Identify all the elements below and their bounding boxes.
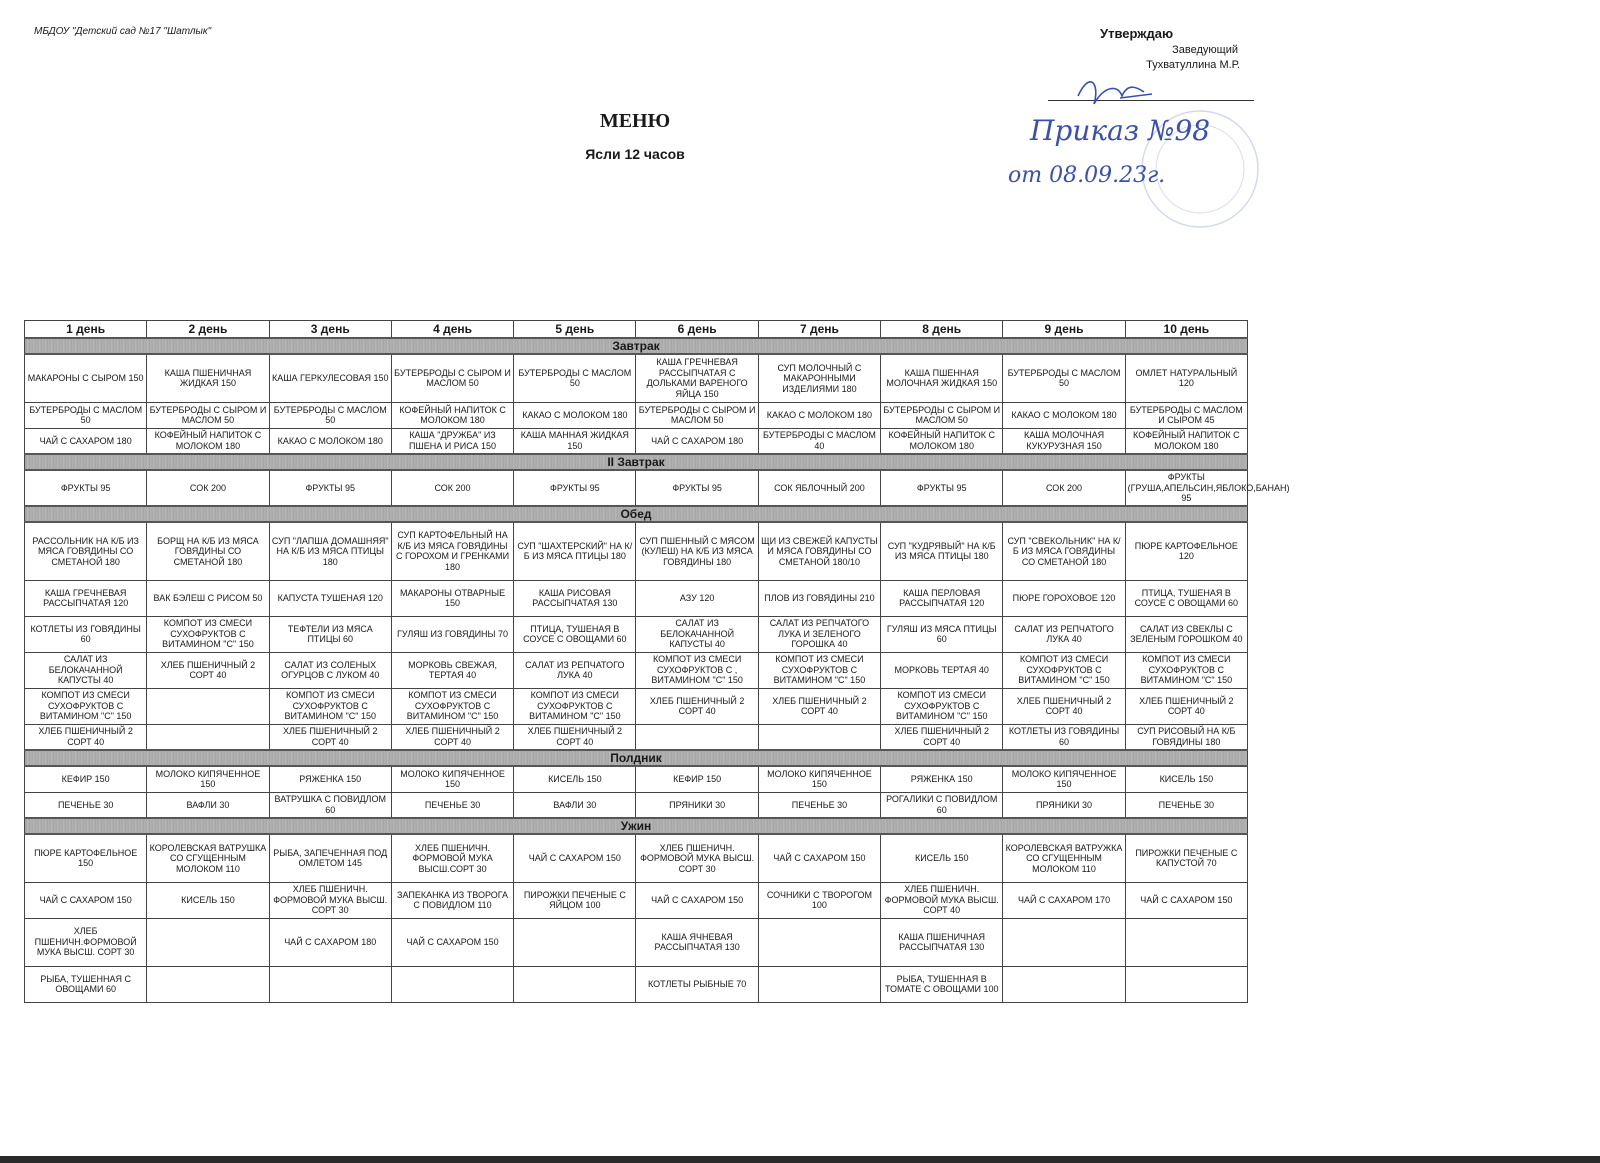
dish-cell: СОК 200 [391,470,513,506]
dish-cell: ФРУКТЫ (ГРУША,АПЕЛЬСИН,ЯБЛОКО,БАНАН) 95 [1125,470,1247,506]
dish-cell: БУТЕРБРОДЫ С МАСЛОМ И СЫРОМ 45 [1125,402,1247,428]
dish-cell: РЯЖЕНКА 150 [269,766,391,792]
dish-cell: ФРУКТЫ 95 [881,470,1003,506]
dish-cell: ХЛЕБ ПШЕНИЧН. ФОРМОВОЙ МУКА ВЫСШ. СОРТ 40 [881,882,1003,918]
dish-cell: ХЛЕБ ПШЕНИЧН. ФОРМОВОЙ МУКА ВЫСШ. СОРТ 30 [636,834,758,882]
dish-cell: КОФЕЙНЫЙ НАПИТОК С МОЛОКОМ 180 [881,428,1003,454]
day-header: 7 день [758,321,880,339]
dish-cell: ЧАЙ С САХАРОМ 180 [269,918,391,966]
day-header: 8 день [881,321,1003,339]
dish-cell: МОЛОКО КИПЯЧЕННОЕ 150 [147,766,269,792]
dish-cell: ОМЛЕТ НАТУРАЛЬНЫЙ 120 [1125,354,1247,402]
dish-cell [514,966,636,1002]
dish-cell: РАССОЛЬНИК НА К/Б ИЗ МЯСА ГОВЯДИНЫ СО СМЕТАНОЙ 180 [25,522,147,580]
dish-cell: КОМПОТ ИЗ СМЕСИ СУХОФРУКТОВ С ВИТАМИНОМ "С" 150 [1003,652,1125,688]
dish-cell: ХЛЕБ ПШЕНИЧНЫЙ 2 СОРТ 40 [758,688,880,724]
handwritten-date: от 08.09.23г. [1008,163,1166,188]
dish-cell: ЧАЙ С САХАРОМ 180 [25,428,147,454]
dish-cell: КИСЕЛЬ 150 [514,766,636,792]
dish-cell: РЯЖЕНКА 150 [881,766,1003,792]
approval-block [1100,26,1260,73]
dish-cell: САЛАТ ИЗ РЕПЧАТОГО ЛУКА И ЗЕЛЕНОГО ГОРОШКА 40 [758,616,880,652]
dish-cell: ФРУКТЫ 95 [269,470,391,506]
menu-body [25,338,1290,1002]
dish-cell: КОФЕЙНЫЙ НАПИТОК С МОЛОКОМ 180 [391,402,513,428]
dish-cell [147,966,269,1002]
dish-row [25,580,1248,616]
dish-row [25,966,1248,1002]
dish-cell: ПЮРЕ ГОРОХОВОЕ 120 [1003,580,1125,616]
dish-cell: БУТЕРБРОДЫ С МАСЛОМ 40 [758,428,880,454]
dish-cell: ПЕЧЕНЬЕ 30 [758,792,880,818]
dish-row [25,724,1248,750]
dish-cell [1125,966,1247,1002]
dish-cell: ХЛЕБ ПШЕНИЧНЫЙ 2 СОРТ 40 [25,724,147,750]
dish-cell: ГУЛЯШ ИЗ МЯСА ПТИЦЫ 60 [881,616,1003,652]
dish-cell: КАПУСТА ТУШЕНАЯ 120 [269,580,391,616]
dish-cell: КАША ЯЧНЕВАЯ РАССЫПЧАТАЯ 130 [636,918,758,966]
dish-cell [1003,966,1125,1002]
dish-cell: КАША ПШЕННАЯ МОЛОЧНАЯ ЖИДКАЯ 150 [881,354,1003,402]
document-subtitle: Ясли 12 часов [585,146,685,162]
dish-cell: ХЛЕБ ПШЕНИЧНЫЙ 2 СОРТ 40 [269,724,391,750]
dish-cell: ВАТРУШКА С ПОВИДЛОМ 60 [269,792,391,818]
dish-cell: САЛАТ ИЗ РЕПЧАТОГО ЛУКА 40 [514,652,636,688]
dish-cell: КАКАО С МОЛОКОМ 180 [758,402,880,428]
dish-cell [147,724,269,750]
dish-cell: ЧАЙ С САХАРОМ 170 [1003,882,1125,918]
dish-cell: СУП "ЛАПША ДОМАШНЯЯ" НА К/Б ИЗ МЯСА ПТИЦЫ 180 [269,522,391,580]
dish-cell: КОФЕЙНЫЙ НАПИТОК С МОЛОКОМ 180 [1125,428,1247,454]
dish-cell: БУТЕРБРОДЫ С СЫРОМ И МАСЛОМ 50 [147,402,269,428]
dish-cell: ПЛОВ ИЗ ГОВЯДИНЫ 210 [758,580,880,616]
dish-cell: СУП КАРТОФЕЛЬНЫЙ НА К/Б ИЗ МЯСА ГОВЯДИНЫ С ГОРОХОМ И ГРЕНКАМИ 180 [391,522,513,580]
dish-cell [636,724,758,750]
dish-row [25,616,1248,652]
day-header: 2 день [147,321,269,339]
dish-row [25,470,1248,506]
dish-cell: КАША ГРЕЧНЕВАЯ РАССЫПЧАТАЯ 120 [25,580,147,616]
dish-row [25,402,1248,428]
dish-cell: ФРУКТЫ 95 [636,470,758,506]
section-title: II Завтрак [25,454,1248,470]
menu-table [24,320,1290,1003]
day-header: 10 день [1125,321,1247,339]
dish-row [25,766,1248,792]
dish-cell: СОК 200 [1003,470,1125,506]
day-header: 4 день [391,321,513,339]
dish-cell: МОЛОКО КИПЯЧЕННОЕ 150 [391,766,513,792]
dish-cell: ПТИЦА, ТУШЕНАЯ В СОУСЕ С ОВОЩАМИ 60 [514,616,636,652]
dish-cell: КОМПОТ ИЗ СМЕСИ СУХОФРУКТОВ С ВИТАМИНОМ "С" 150 [881,688,1003,724]
approve-position: Заведующий [1172,44,1238,56]
dish-cell: КАША МАННАЯ ЖИДКАЯ 150 [514,428,636,454]
dish-cell: САЛАТ ИЗ СОЛЕНЫХ ОГУРЦОВ С ЛУКОМ 40 [269,652,391,688]
dish-cell: ГУЛЯШ ИЗ ГОВЯДИНЫ 70 [391,616,513,652]
dish-cell: КАША МОЛОЧНАЯ КУКУРУЗНАЯ 150 [1003,428,1125,454]
dish-cell: САЛАТ ИЗ БЕЛОКАЧАННОЙ КАПУСТЫ 40 [25,652,147,688]
approve-title: Утверждаю [1100,26,1174,41]
dish-cell: СУП МОЛОЧНЫЙ С МАКАРОННЫМИ ИЗДЕЛИЯМИ 180 [758,354,880,402]
section-title: Ужин [25,818,1248,834]
dish-cell: ПТИЦА, ТУШЕНАЯ В СОУСЕ С ОВОЩАМИ 60 [1125,580,1247,616]
section-row [25,506,1248,522]
dish-cell: КЕФИР 150 [25,766,147,792]
dish-row [25,918,1248,966]
dish-cell: РЫБА, ТУШЕННАЯ С ОВОЩАМИ 60 [25,966,147,1002]
dish-row [25,354,1248,402]
dish-cell: КОФЕЙНЫЙ НАПИТОК С МОЛОКОМ 180 [147,428,269,454]
dish-cell: БОРЩ НА К/Б ИЗ МЯСА ГОВЯДИНЫ СО СМЕТАНОЙ 180 [147,522,269,580]
dish-row [25,882,1248,918]
dish-cell: БУТЕРБРОДЫ С МАСЛОМ 50 [514,354,636,402]
dish-cell: КАКАО С МОЛОКОМ 180 [1003,402,1125,428]
section-title: Полдник [25,750,1248,766]
dish-cell: ПЮРЕ КАРТОФЕЛЬНОЕ 120 [1125,522,1247,580]
dish-cell [1125,918,1247,966]
dish-cell: ХЛЕБ ПШЕНИЧНЫЙ 2 СОРТ 40 [1003,688,1125,724]
day-header: 5 день [514,321,636,339]
dish-cell: ХЛЕБ ПШЕНИЧНЫЙ 2 СОРТ 40 [514,724,636,750]
document-title: МЕНЮ [599,110,671,132]
dish-cell: КАША "ДРУЖБА" ИЗ ПШЕНА И РИСА 150 [391,428,513,454]
dish-cell: КАКАО С МОЛОКОМ 180 [269,428,391,454]
dish-cell: ЧАЙ С САХАРОМ 150 [1125,882,1247,918]
section-row [25,454,1248,470]
dish-cell: КИСЕЛЬ 150 [1125,766,1247,792]
dish-cell: СОК ЯБЛОЧНЫЙ 200 [758,470,880,506]
dish-cell: КОМПОТ ИЗ СМЕСИ СУХОФРУКТОВ С ВИТАМИНОМ "С" 150 [391,688,513,724]
dish-cell: БУТЕРБРОДЫ С МАСЛОМ 50 [269,402,391,428]
dish-cell: КОТЛЕТЫ ИЗ ГОВЯДИНЫ 60 [25,616,147,652]
dish-cell: СУП РИСОВЫЙ НА К/Б ГОВЯДИНЫ 180 [1125,724,1247,750]
dish-cell: КОМПОТ ИЗ СМЕСИ СУХОФРУКТОВ С ВИТАМИНОМ "С" 150 [25,688,147,724]
dish-cell: ЧАЙ С САХАРОМ 150 [25,882,147,918]
dish-cell: ХЛЕБ ПШЕНИЧНЫЙ 2 СОРТ 40 [147,652,269,688]
dish-cell: САЛАТ ИЗ РЕПЧАТОГО ЛУКА 40 [1003,616,1125,652]
dish-cell: МОЛОКО КИПЯЧЕННОЕ 150 [1003,766,1125,792]
dish-cell: КОМПОТ ИЗ СМЕСИ СУХОФРУКТОВ С ВИТАМИНОМ "С" 150 [1125,652,1247,688]
section-row [25,338,1248,354]
dish-row [25,688,1248,724]
dish-cell: КОМПОТ ИЗ СМЕСИ СУХОФРУКТОВ С ВИТАМИНОМ "С" 150 [514,688,636,724]
dish-cell [147,688,269,724]
dish-cell: САЛАТ ИЗ СВЕКЛЫ С ЗЕЛЕНЫМ ГОРОШКОМ 40 [1125,616,1247,652]
dish-row [25,834,1248,882]
dish-cell: ВАК БЭЛЕШ С РИСОМ 50 [147,580,269,616]
dish-row [25,522,1248,580]
dish-cell [758,918,880,966]
dish-cell: ЧАЙ С САХАРОМ 150 [391,918,513,966]
dish-cell: СУП "СВЕКОЛЬНИК" НА К/Б ИЗ МЯСА ГОВЯДИНЫ СО СМЕТАНОЙ 180 [1003,522,1125,580]
dish-cell: СОК 200 [147,470,269,506]
dish-cell: КАША ПЕРЛОВАЯ РАССЫПЧАТАЯ 120 [881,580,1003,616]
dish-cell: КОРОЛЕВСКАЯ ВАТРУШКА СО СГУЩЕННЫМ МОЛОКОМ 110 [147,834,269,882]
dish-cell: МАКАРОНЫ С СЫРОМ 150 [25,354,147,402]
dish-cell: ФРУКТЫ 95 [514,470,636,506]
dish-cell: ЧАЙ С САХАРОМ 150 [514,834,636,882]
dish-cell: РЫБА, ЗАПЕЧЕННАЯ ПОД ОМЛЕТОМ 145 [269,834,391,882]
dish-cell: СУП ПШЕННЫЙ С МЯСОМ (КУЛЕШ) НА К/Б ИЗ МЯСА ГОВЯДИНЫ 180 [636,522,758,580]
dish-cell: СУП "ШАХТЕРСКИЙ" НА К/Б ИЗ МЯСА ПТИЦЫ 180 [514,522,636,580]
section-title: Завтрак [25,338,1248,354]
approve-name: Тухватуллина М.Р. [1146,59,1240,71]
dish-cell: ЧАЙ С САХАРОМ 150 [636,882,758,918]
dish-cell: АЗУ 120 [636,580,758,616]
dish-cell: КАКАО С МОЛОКОМ 180 [514,402,636,428]
dish-cell: ПИРОЖКИ ПЕЧЕНЫЕ С ЯЙЦОМ 100 [514,882,636,918]
days-header-row [25,321,1248,339]
dish-cell: БУТЕРБРОДЫ С СЫРОМ И МАСЛОМ 50 [636,402,758,428]
dish-cell: ПЕЧЕНЬЕ 30 [391,792,513,818]
dish-cell: ВАФЛИ 30 [514,792,636,818]
dish-row [25,428,1248,454]
dish-cell: КАША ГЕРКУЛЕСОВАЯ 150 [269,354,391,402]
section-title: Обед [25,506,1248,522]
dish-cell [391,966,513,1002]
dish-cell [1003,918,1125,966]
dish-cell: ПЮРЕ КАРТОФЕЛЬНОЕ 150 [25,834,147,882]
dish-cell: ВАФЛИ 30 [147,792,269,818]
dish-cell: КОРОЛЕВСКАЯ ВАТРУЖКА СО СГУЩЕННЫМ МОЛОКОМ 110 [1003,834,1125,882]
dish-cell: КАША ПШЕНИЧНАЯ ЖИДКАЯ 150 [147,354,269,402]
dish-cell: КАША ПШЕНИЧНАЯ РАССЫПЧАТАЯ 130 [881,918,1003,966]
dish-cell: СОЧНИКИ С ТВОРОГОМ 100 [758,882,880,918]
dish-cell: ПИРОЖКИ ПЕЧЕНЫЕ С КАПУСТОЙ 70 [1125,834,1247,882]
dish-cell: КАША РИСОВАЯ РАССЫПЧАТАЯ 130 [514,580,636,616]
day-header: 1 день [25,321,147,339]
dish-cell: ПРЯНИКИ 30 [636,792,758,818]
dish-cell: КОМПОТ ИЗ СМЕСИ СУХОФРУКТОВ С ВИТАМИНОМ "С" 150 [269,688,391,724]
dish-cell: ПЕЧЕНЬЕ 30 [25,792,147,818]
dish-cell: ХЛЕБ ПШЕНИЧНЫЙ 2 СОРТ 40 [636,688,758,724]
day-header: 6 день [636,321,758,339]
dish-cell: БУТЕРБРОДЫ С СЫРОМ И МАСЛОМ 50 [391,354,513,402]
scan-edge [0,1156,1600,1163]
dish-cell: ЧАЙ С САХАРОМ 150 [758,834,880,882]
dish-cell [269,966,391,1002]
dish-cell: КИСЕЛЬ 150 [147,882,269,918]
dish-cell: КОМПОТ ИЗ СМЕСИ СУХОФРУКТОВ С ВИТАМИНОМ "С" 150 [147,616,269,652]
section-row [25,750,1248,766]
dish-cell: КОТЛЕТЫ ИЗ ГОВЯДИНЫ 60 [1003,724,1125,750]
dish-cell: РЫБА, ТУШЕННАЯ В ТОМАТЕ С ОВОЩАМИ 100 [881,966,1003,1002]
handwritten-order: Приказ №98 [1030,114,1211,147]
dish-cell: ЩИ ИЗ СВЕЖЕЙ КАПУСТЫ И МЯСА ГОВЯДИНЫ СО СМЕТАНОЙ 180/10 [758,522,880,580]
dish-row [25,652,1248,688]
dish-cell: БУТЕРБРОДЫ С МАСЛОМ 50 [1003,354,1125,402]
dish-cell: КИСЕЛЬ 150 [881,834,1003,882]
dish-cell: ХЛЕБ ПШЕНИЧНЫЙ 2 СОРТ 40 [881,724,1003,750]
dish-cell: МОЛОКО КИПЯЧЕННОЕ 150 [758,766,880,792]
dish-cell: МОРКОВЬ ТЕРТАЯ 40 [881,652,1003,688]
dish-cell: БУТЕРБРОДЫ С МАСЛОМ 50 [25,402,147,428]
dish-cell: КОМПОТ ИЗ СМЕСИ СУХОФРУКТОВ С ВИТАМИНОМ "С" 150 [758,652,880,688]
dish-cell: ХЛЕБ ПШЕНИЧН.ФОРМОВОЙ МУКА ВЫСШ. СОРТ 30 [25,918,147,966]
dish-cell: ХЛЕБ ПШЕНИЧНЫЙ 2 СОРТ 40 [1125,688,1247,724]
dish-cell [514,918,636,966]
dish-cell: СУП "КУДРЯВЫЙ" НА К/Б ИЗ МЯСА ПТИЦЫ 180 [881,522,1003,580]
dish-cell [758,966,880,1002]
dish-cell: ХЛЕБ ПШЕНИЧН. ФОРМОВОЙ МУКА ВЫСШ. СОРТ 30 [269,882,391,918]
dish-row [25,792,1248,818]
dish-cell [147,918,269,966]
dish-cell: ТЕФТЕЛИ ИЗ МЯСА ПТИЦЫ 60 [269,616,391,652]
dish-cell: ПЕЧЕНЬЕ 30 [1125,792,1247,818]
dish-cell: КЕФИР 150 [636,766,758,792]
dish-cell: ЗАПЕКАНКА ИЗ ТВОРОГА С ПОВИДЛОМ 110 [391,882,513,918]
dish-cell: ХЛЕБ ПШЕНИЧНЫЙ 2 СОРТ 40 [391,724,513,750]
dish-cell: РОГАЛИКИ С ПОВИДЛОМ 60 [881,792,1003,818]
dish-cell: ХЛЕБ ПШЕНИЧН. ФОРМОВОЙ МУКА ВЫСШ.СОРТ 30 [391,834,513,882]
dish-cell: ФРУКТЫ 95 [25,470,147,506]
dish-cell: БУТЕРБРОДЫ С СЫРОМ И МАСЛОМ 50 [881,402,1003,428]
dish-cell: КОМПОТ ИЗ СМЕСИ СУХОФРУКТОВ С , ВИТАМИНОМ "С" 150 [636,652,758,688]
organization-name: МБДОУ "Детский сад №17 "Шатлык" [34,26,212,37]
section-row [25,818,1248,834]
dish-cell: ЧАЙ С САХАРОМ 180 [636,428,758,454]
day-header: 9 день [1003,321,1125,339]
dish-cell: ПРЯНИКИ 30 [1003,792,1125,818]
dish-cell: КАША ГРЕЧНЕВАЯ РАССЫПЧАТАЯ С ДОЛЬКАМИ ВАРЕНОГО ЯЙЦА 150 [636,354,758,402]
dish-cell: САЛАТ ИЗ БЕЛОКАЧАННОЙ КАПУСТЫ 40 [636,616,758,652]
dish-cell: МОРКОВЬ СВЕЖАЯ, ТЕРТАЯ 40 [391,652,513,688]
dish-cell [758,724,880,750]
dish-cell: КОТЛЕТЫ РЫБНЫЕ 70 [636,966,758,1002]
dish-cell: МАКАРОНЫ ОТВАРНЫЕ 150 [391,580,513,616]
day-header: 3 день [269,321,391,339]
